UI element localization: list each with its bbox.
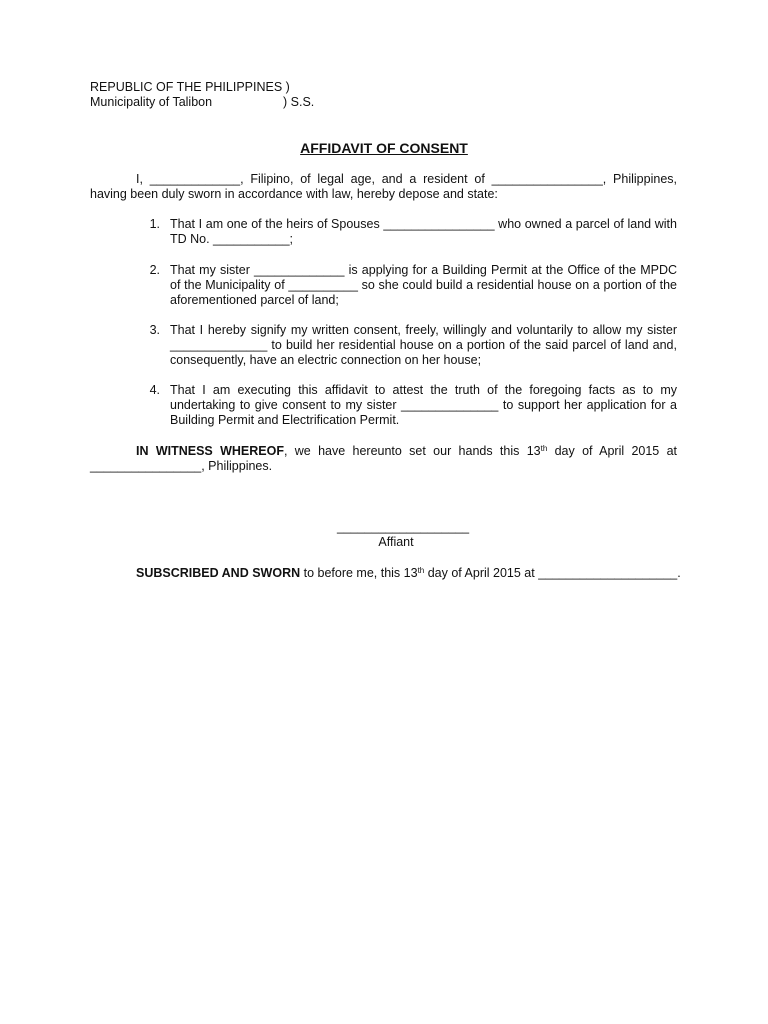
intro-paragraph: I, _____________, Filipino, of legal age, and a resident of ________________, Philippines, having been duly sworn in accordance with law, hereby depose and state: — [90, 172, 677, 201]
signature-line: ___________________ — [337, 520, 470, 534]
document-title: AFFIDAVIT OF CONSENT — [300, 140, 468, 156]
witness-paragraph — [90, 444, 677, 474]
venue-republic: REPUBLIC OF THE PHILIPPINES ) — [90, 80, 290, 94]
list-item-number: 3. — [149, 323, 160, 337]
list-item-text: That I hereby signify my written consent, freely, willingly and voluntarily to allow my sister ______________ to build her residential house on a portion of the said parcel of land and, consequently, have an electric connection on her house; — [170, 323, 677, 367]
witness-text: , we have hereunto set our hands this 13 — [283, 444, 541, 458]
jurat-ordinal: th — [417, 566, 425, 575]
witness-ordinal: th — [540, 444, 548, 453]
list-item-number: 4. — [149, 383, 160, 397]
venue-municipality-name: Municipality of Talibon — [90, 95, 213, 109]
list-item-number: 2. — [149, 263, 160, 277]
signature-label: Affiant — [378, 535, 414, 549]
jurat-text: to before me, this 13 — [300, 566, 418, 580]
jurat-text-tail: day of April 2015 at ____________________. — [424, 566, 681, 580]
jurat-paragraph — [136, 566, 681, 581]
witness-text-tail: day of April 2015 at ________________, Philippines. — [90, 444, 678, 473]
list-item-number: 1. — [149, 217, 160, 231]
venue-municipality — [90, 95, 390, 110]
list-item-text: That I am executing this affidavit to attest the truth of the foregoing facts as to my undertaking to give consent to my sister ______________ to support her application for a Building Permit and Electrification Permit. — [170, 383, 677, 427]
witness-lead: IN WITNESS WHEREOF — [136, 444, 284, 458]
jurat-lead: SUBSCRIBED AND SWORN — [136, 566, 301, 580]
list-item-text: That my sister _____________ is applying for a Building Permit at the Office of the MPDC of the Municipality of __________ so she could build a residential house on a portion of the aforementioned parcel of land; — [170, 263, 677, 307]
venue-block — [90, 80, 390, 110]
venue-ss: ) S.S. — [283, 95, 315, 109]
list-item-text: That I am one of the heirs of Spouses ________________ who owned a parcel of land with TD No. ___________; — [170, 217, 677, 246]
